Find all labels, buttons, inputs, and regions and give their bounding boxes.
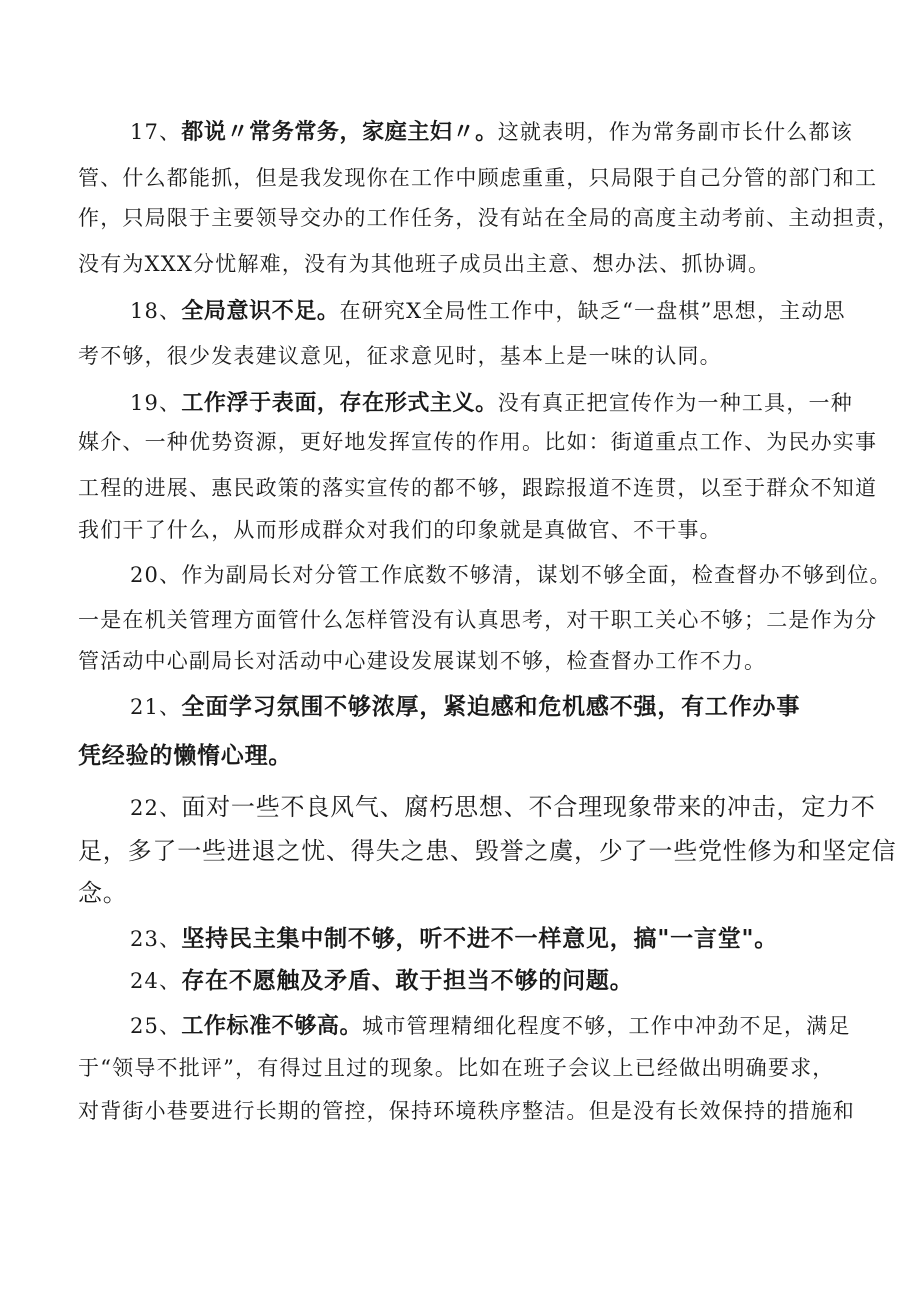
paragraph-25-line-3: 对背街小巷要进行长期的管控，保持环境秩序整洁。但是没有长效保持的措施和 <box>78 1099 855 1123</box>
paragraph-21-line-2: 凭经验的懒惰心理。 <box>78 743 293 769</box>
item-heading: 都说〃常务常务，家庭主妇〃。 <box>181 120 498 145</box>
item-text: 面对一些不良风气、腐朽思想、不合理现象带来的冲击，定力不 <box>181 793 876 821</box>
item-text: 坚持民主集中制不够，听不进不一样意见，搞"一言堂"。 <box>181 926 779 952</box>
paragraph-17-line-4: 没有为XXX分忧解难，没有为其他班子成员出主意、想办法、抓协调。 <box>78 252 771 276</box>
item-text: 作为副局长对分管工作底数不够清，谋划不够全面，检查督办不够到位。 <box>181 563 892 587</box>
item-number: 23、 <box>130 927 182 951</box>
paragraph-19-line-2: 媒介、一种优势资源，更好地发挥宣传的作用。比如：街道重点工作、为民办实事 <box>78 430 878 454</box>
item-number: 25、 <box>130 1014 182 1038</box>
paragraph-22-line-1 <box>130 792 876 823</box>
paragraph-20-line-3: 管活动中心副局长对活动中心建设发展谋划不够，检查督办工作不力。 <box>78 649 767 673</box>
paragraph-25-line-1 <box>130 1011 851 1042</box>
item-number: 20、 <box>130 563 182 587</box>
paragraph-17-line-3: 作，只局限于主要领导交办的工作任务，没有站在全局的高度主动考前、主动担责， <box>78 206 900 230</box>
item-text: 城市管理精细化程度不够，工作中冲劲不足，满足 <box>362 1014 851 1038</box>
paragraph-24-line-1 <box>130 966 634 996</box>
item-number: 22、 <box>130 796 182 820</box>
paragraph-18-line-1 <box>130 296 846 327</box>
paragraph-23-line-1 <box>130 924 778 954</box>
item-text: 在研究X全局性工作中，缺乏“一盘棋”思想，主动思 <box>339 299 846 323</box>
paragraph-19-line-1 <box>130 388 853 419</box>
paragraph-19-line-3: 工程的进展、惠民政策的落实宣传的都不够，跟踪报道不连贯，以至于群众不知道 <box>78 476 878 500</box>
item-text: 全面学习氛围不够浓厚，紧迫感和危机感不强，有工作办事 <box>181 694 801 720</box>
paragraph-20-line-1 <box>130 560 892 590</box>
paragraph-17-line-1 <box>130 117 853 148</box>
paragraph-22-line-3: 念。 <box>78 879 128 907</box>
item-number: 19、 <box>130 391 182 415</box>
paragraph-22-line-2: 足，多了一些进退之忧、得失之患、毁誉之虞，少了一些党性修为和坚定信 <box>78 837 897 865</box>
item-text: 存在不愿触及矛盾、敢于担当不够的问题。 <box>181 968 634 994</box>
paragraph-17-line-2: 管、什么都能抓，但是我发现你在工作中顾虑重重，只局限于自己分管的部门和工 <box>78 166 878 190</box>
item-text: 没有真正把宣传作为一种工具，一种 <box>497 391 853 415</box>
item-heading: 工作标准不够高。 <box>181 1014 363 1039</box>
paragraph-20-line-2: 一是在机关管理方面管什么怎样管没有认真思考，对干职工关心不够；二是作为分 <box>78 608 878 632</box>
item-heading: 工作浮于表面，存在形式主义。 <box>181 391 498 416</box>
item-number: 21、 <box>130 695 182 719</box>
item-number: 18、 <box>130 299 182 323</box>
item-text: 这就表明，作为常务副市长什么都该 <box>497 120 853 144</box>
paragraph-18-line-2: 考不够，很少发表建议意见，征求意见时，基本上是一味的认同。 <box>78 344 722 368</box>
item-number: 24、 <box>130 969 182 993</box>
item-number: 17、 <box>130 120 182 144</box>
paragraph-21-line-1 <box>130 692 800 722</box>
paragraph-25-line-2: 于“领导不批评”，有得过且过的现象。比如在班子会议上已经做出明确要求， <box>78 1056 835 1080</box>
paragraph-19-line-4: 我们干了什么，从而形成群众对我们的印象就是真做官、不干事。 <box>78 518 722 542</box>
item-heading: 全局意识不足。 <box>181 299 340 324</box>
